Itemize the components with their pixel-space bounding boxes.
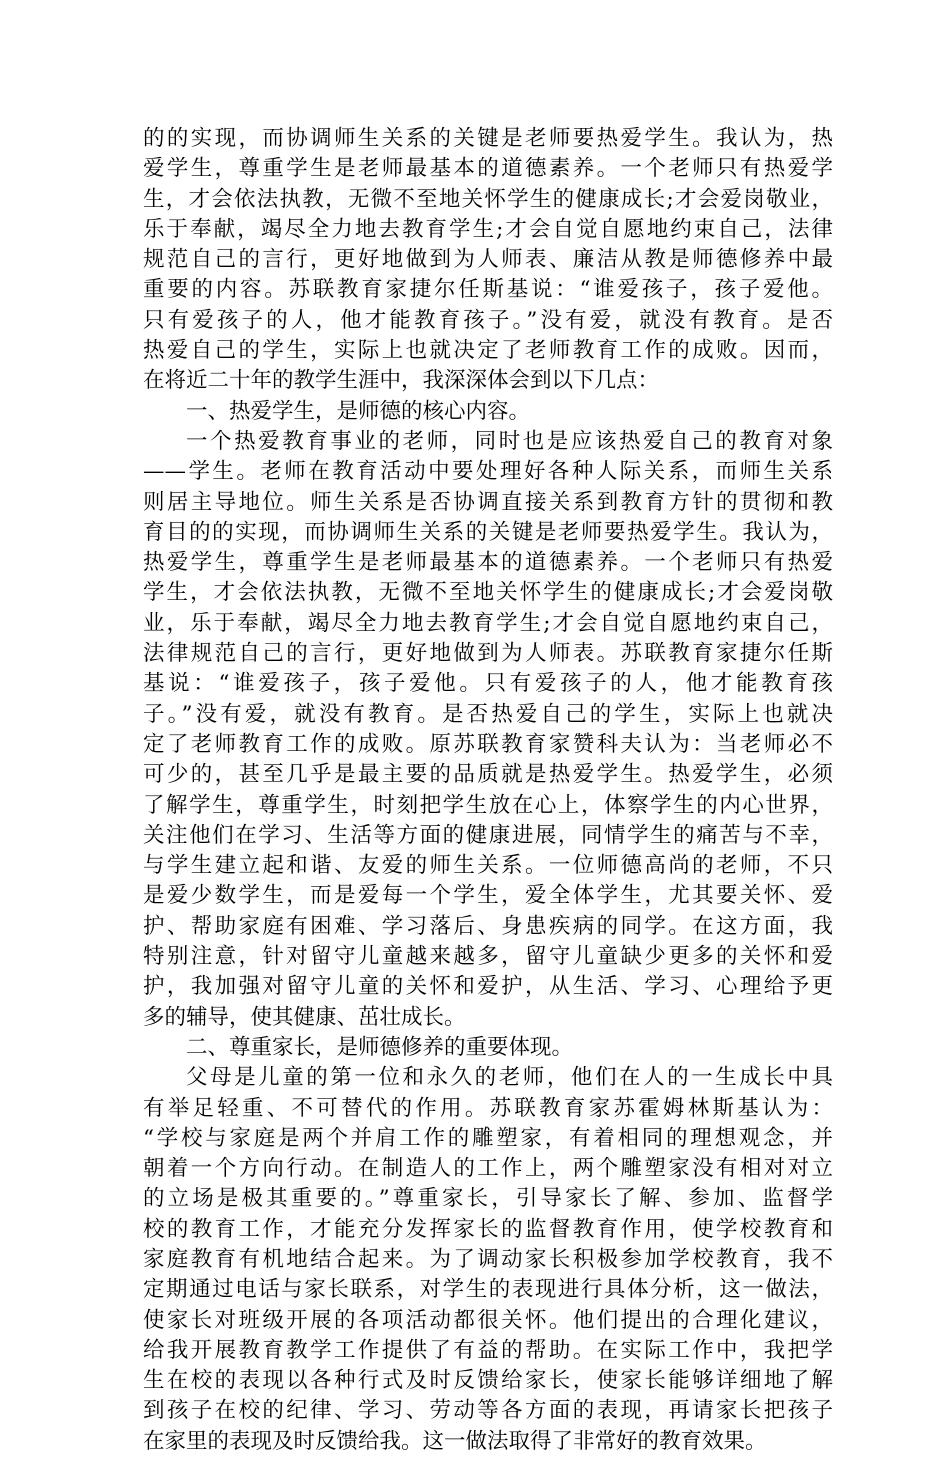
text-line: 朝着一个方向行动。在制造人的工作上，两个雕塑家没有相对对立 <box>143 1156 833 1182</box>
text-line: 的的实现，而协调师生关系的关键是老师要热爱学生。我认为，热 <box>143 126 833 151</box>
text-line: 的立场是极其重要的。”尊重家长，引导家长了解、参加、监督学 <box>143 1186 833 1212</box>
body-text <box>143 124 833 1457</box>
text-line: 在家里的表现及时反馈给我。这一做法取得了非常好的教育效果。 <box>143 1428 767 1454</box>
paragraph-first-line: 一、热爱学生，是师德的核心内容。 <box>186 398 531 424</box>
text-line: 了解学生，尊重学生，时刻把学生放在心上，体察学生的内心世界， <box>143 792 833 818</box>
text-line: 特别注意，针对留守儿童越来越多，留守儿童缺少更多的关怀和爱 <box>143 944 833 970</box>
text-line: 使家长对班级开展的各项活动都很关怀。他们提出的合理化建议， <box>143 1307 833 1333</box>
text-line: 法律规范自己的言行，更好地做到为人师表。苏联教育家捷尔任斯 <box>143 641 833 667</box>
paragraph-first-line: 二、尊重家长，是师德修养的重要体现。 <box>186 1034 574 1060</box>
text-line: 护、帮助家庭有困难、学习落后、身患疾病的同学。在这方面，我 <box>143 913 833 939</box>
text-line: 学生，才会依法执教，无微不至地关怀学生的健康成长;才会爱岗敬 <box>143 580 833 606</box>
text-line: 给我开展教育教学工作提供了有益的帮助。在实际工作中，我把学 <box>143 1337 833 1363</box>
text-line: 只有爱孩子的人，他才能教育孩子。”没有爱，就没有教育。是否 <box>143 307 833 333</box>
text-line: 育目的的实现，而协调师生关系的关键是老师要热爱学生。我认为， <box>143 519 833 545</box>
text-line: 在将近二十年的教学生涯中，我深深体会到以下几点： <box>143 368 660 394</box>
text-line: 子。”没有爱，就没有教育。是否热爱自己的学生，实际上也就决 <box>143 701 833 727</box>
text-line: 有举足轻重、不可替代的作用。苏联教育家苏霍姆林斯基认为： <box>143 1095 833 1121</box>
text-line: 关注他们在学习、生活等方面的健康进展，同情学生的痛苦与不幸， <box>143 822 833 848</box>
text-line: 可少的，甚至几乎是最主要的品质就是热爱学生。热爱学生，必须 <box>143 762 833 788</box>
text-line: 护，我加强对留守儿童的关怀和爱护，从生活、学习、心理给予更 <box>143 974 833 1000</box>
text-line: 校的教育工作，才能充分发挥家长的监督教育作用，使学校教育和 <box>143 1216 833 1242</box>
text-line: 乐于奉献，竭尽全力地去教育学生;才会自觉自愿地约束自己，法律 <box>143 216 833 242</box>
text-line: 基说：“谁爱孩子，孩子爱他。只有爱孩子的人，他才能教育孩 <box>143 671 833 697</box>
text-line: 规范自己的言行，更好地做到为人师表、廉洁从教是师德修养中最 <box>143 247 833 273</box>
text-line: 与学生建立起和谐、友爱的师生关系。一位师德高尚的老师，不只 <box>143 853 833 879</box>
text-line: 多的辅导，使其健康、茁壮成长。 <box>143 1004 466 1030</box>
text-line: 热爱学生，尊重学生是老师最基本的道德素养。一个老师只有热爱 <box>143 550 833 576</box>
text-line: 定了老师教育工作的成败。原苏联教育家赞科夫认为：当老师必不 <box>143 731 833 757</box>
text-line: 生在校的表现以各种行式及时反馈给家长，使家长能够详细地了解 <box>143 1368 833 1394</box>
text-line: ——学生。老师在教育活动中要处理好各种人际关系，而师生关系 <box>143 459 833 485</box>
text-line: 热爱自己的学生，实际上也就决定了老师教育工作的成败。因而， <box>143 338 833 364</box>
text-line: 业，乐于奉献，竭尽全力地去教育学生;才会自觉自愿地约束自己， <box>143 610 833 636</box>
text-line: 家庭教育有机地结合起来。为了调动家长积极参加学校教育，我不 <box>143 1246 833 1272</box>
text-line: 重要的内容。苏联教育家捷尔任斯基说：“谁爱孩子，孩子爱他。 <box>143 277 833 303</box>
text-line: 生，才会依法执教，无微不至地关怀学生的健康成长;才会爱岗敬业， <box>143 186 833 212</box>
text-line: 到孩子在校的纪律、学习、劳动等各方面的表现，再请家长把孩子 <box>143 1398 833 1424</box>
text-line: 爱学生，尊重学生是老师最基本的道德素养。一个老师只有热爱学 <box>143 156 833 182</box>
paragraph-first-line: 父母是儿童的第一位和永久的老师，他们在人的一生成长中具 <box>186 1065 833 1091</box>
paragraph-first-line: 一个热爱教育事业的老师，同时也是应该热爱自己的教育对象 <box>186 428 833 454</box>
text-line: 定期通过电话与家长联系，对学生的表现进行具体分析，这一做法， <box>143 1277 833 1303</box>
text-line: “学校与家庭是两个并肩工作的雕塑家，有着相同的理想观念，并 <box>143 1125 833 1151</box>
text-line: 则居主导地位。师生关系是否协调直接关系到教育方针的贯彻和教 <box>143 489 833 515</box>
text-line: 是爱少数学生，而是爱每一个学生，爱全体学生，尤其要关怀、爱 <box>143 883 833 909</box>
